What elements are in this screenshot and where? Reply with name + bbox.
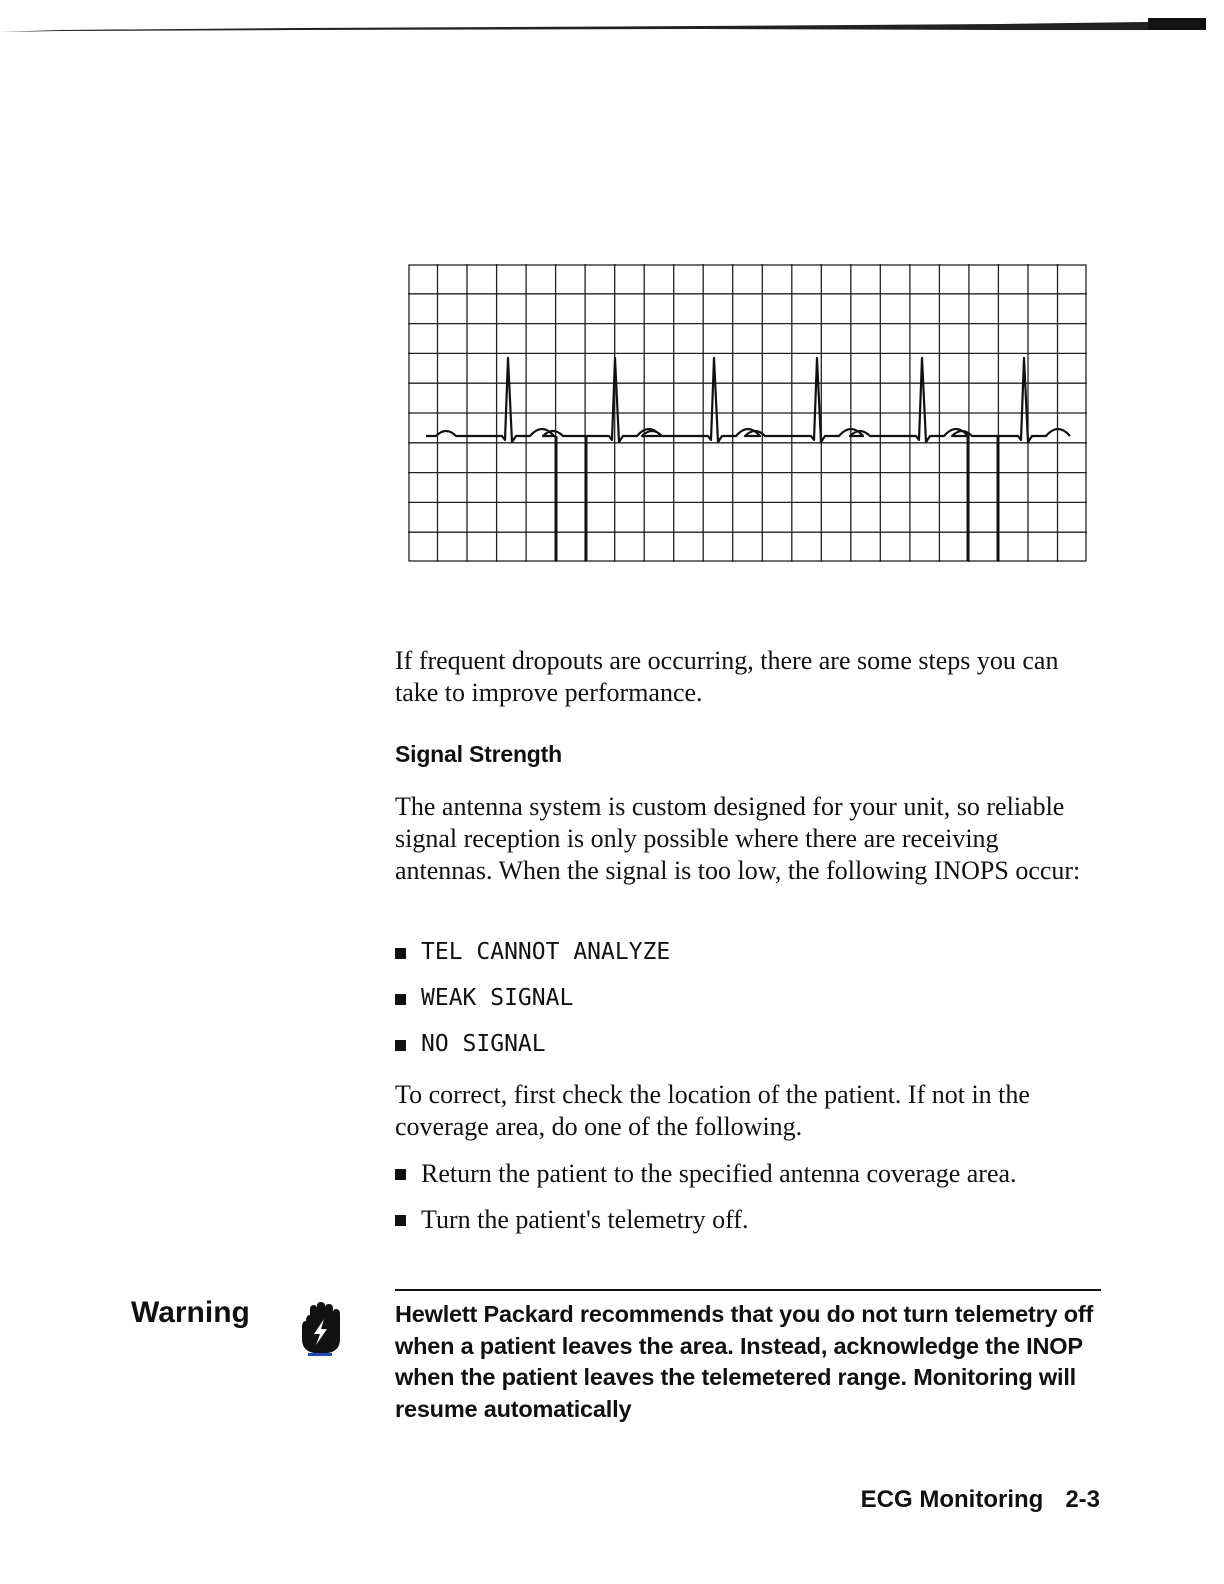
page-footer bbox=[861, 1486, 1100, 1514]
bullet-icon bbox=[395, 994, 406, 1005]
warning-text: Hewlett Packard recommends that you do not turn telemetry off when a patient leaves the area. Instead, acknowledge the INOP when the patient leaves the telemetered range. Monitoring will resume automatically bbox=[395, 1301, 1094, 1422]
list-item bbox=[395, 1158, 1091, 1190]
bullet-icon bbox=[395, 948, 406, 959]
ecg-waveform bbox=[426, 358, 1070, 442]
hand-with-lightning-icon bbox=[298, 1301, 342, 1359]
page-top-rule bbox=[0, 18, 1206, 32]
ecg-dropout-bars bbox=[556, 436, 998, 561]
action-item-text: Turn the patient's telemetry off. bbox=[421, 1205, 749, 1234]
section-heading-signal-strength: Signal Strength bbox=[395, 741, 562, 767]
footer-chapter: ECG Monitoring bbox=[860, 1486, 1044, 1513]
bullet-icon bbox=[395, 1040, 406, 1051]
inop-item-text: NO SIGNAL bbox=[421, 1031, 546, 1057]
list-item bbox=[395, 1204, 1091, 1236]
inop-item-text: WEAK SIGNAL bbox=[421, 985, 574, 1011]
warning-label: Warning bbox=[131, 1296, 250, 1329]
list-item bbox=[395, 1029, 670, 1075]
list-item bbox=[395, 983, 670, 1029]
inop-list bbox=[395, 937, 670, 1075]
antenna-paragraph: The antenna system is custom designed for your unit, so reliable signal reception is only possible where there are receiving antennas. When the signal is too low, the following INOPS occur: bbox=[395, 792, 1081, 885]
list-item bbox=[395, 937, 670, 983]
inop-item-text: TEL CANNOT ANALYZE bbox=[421, 939, 671, 965]
intro-paragraph: If frequent dropouts are occurring, there are some steps you can take to improve performance. bbox=[395, 646, 1059, 707]
action-item-text: Return the patient to the specified antenna coverage area. bbox=[421, 1159, 1017, 1188]
ecg-strip-figure bbox=[408, 264, 1087, 562]
action-list bbox=[395, 1158, 1091, 1250]
warning-divider bbox=[395, 1289, 1101, 1291]
footer-page-number: 2-3 bbox=[1065, 1486, 1100, 1513]
bullet-icon bbox=[395, 1169, 406, 1180]
bullet-icon bbox=[395, 1215, 406, 1226]
correct-paragraph: To correct, first check the location of the patient. If not in the coverage area, do one of the following. bbox=[395, 1080, 1030, 1141]
